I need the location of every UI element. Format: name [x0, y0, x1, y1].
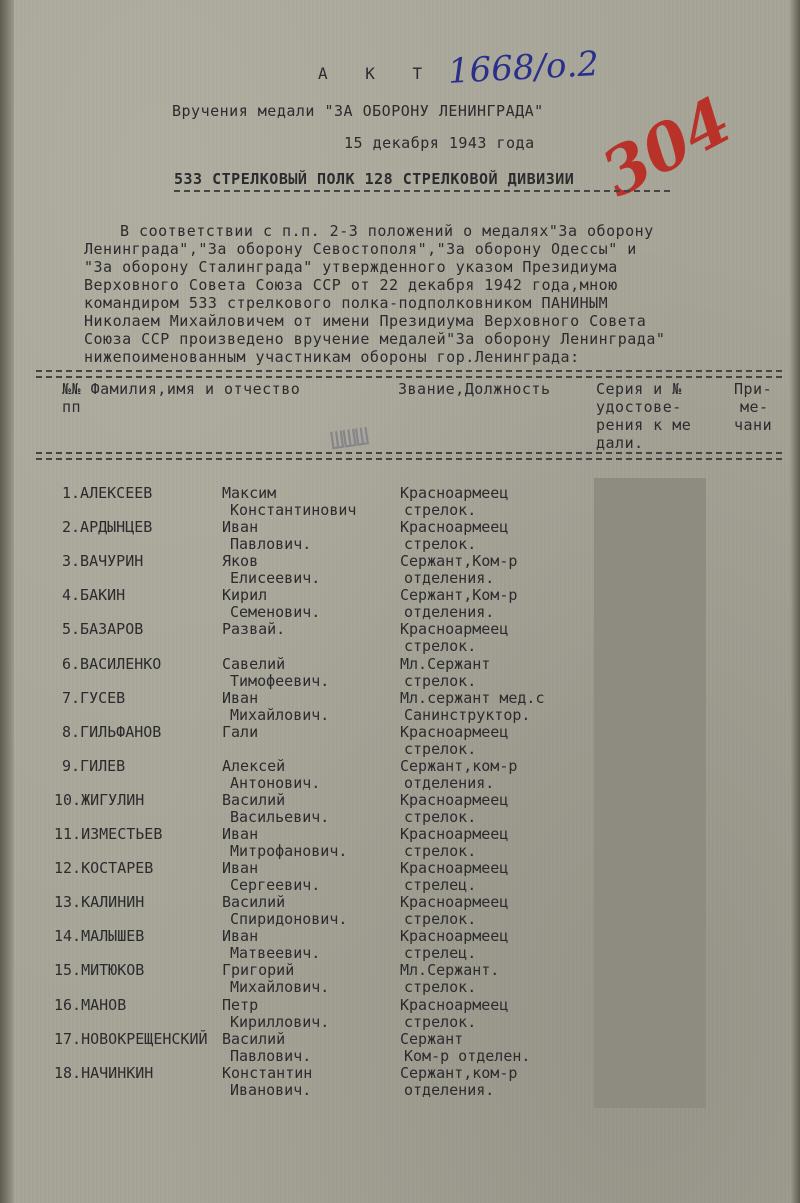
row-number-surname: 10.ЖИГУЛИН — [54, 790, 145, 809]
header-num-name: №№ Фамилия,имя и отчество — [62, 380, 301, 398]
row-patronymic: Иванович. — [230, 1080, 312, 1099]
table-row — [0, 586, 800, 620]
table-row — [0, 961, 800, 995]
table-row — [0, 996, 800, 1030]
table-header-rule-2 — [36, 458, 782, 460]
document-date: 15 декабря 1943 года — [344, 134, 535, 152]
row-rank: Красноармеец — [400, 859, 509, 878]
row-first-name: Иван — [222, 518, 259, 537]
row-patronymic: Павлович. — [230, 535, 312, 554]
document-title: А К Т — [318, 64, 437, 83]
row-first-name: Гали — [222, 722, 259, 741]
intro-line-3: "За оборону Сталинграда" утвержденного указом Президиума — [84, 258, 618, 276]
row-number-surname: 6.ВАСИЛЕНКО — [62, 654, 162, 673]
unit-underline — [174, 190, 670, 192]
row-first-name: Иван — [222, 859, 259, 878]
row-position: стрелок. — [404, 910, 477, 929]
header-series-3: рения к ме — [596, 416, 692, 434]
row-first-name: Развай. — [222, 620, 286, 639]
header-series-4: дали. — [596, 434, 644, 452]
table-row — [0, 927, 800, 961]
row-number-surname: 18.НАЧИНКИН — [54, 1063, 154, 1082]
header-notes-3: чани — [734, 416, 773, 434]
row-position: стрелок. — [404, 1012, 477, 1031]
row-number-surname: 12.КОСТАРЕВ — [54, 859, 154, 878]
row-number-surname: 5.БАЗАРОВ — [62, 620, 144, 639]
row-rank: Сержант,Ком-р — [400, 552, 518, 571]
table-row — [0, 484, 800, 518]
row-number-surname: 16.МАНОВ — [54, 995, 127, 1014]
row-patronymic: Павлович. — [230, 1046, 312, 1065]
row-rank: Красноармеец — [400, 518, 509, 537]
row-patronymic: Тимофеевич. — [230, 671, 330, 690]
row-position: отделения. — [404, 603, 495, 622]
row-first-name: Василий — [222, 790, 286, 809]
row-position: стрелок. — [404, 637, 477, 656]
table-row — [0, 893, 800, 927]
row-patronymic: Антонович. — [230, 773, 321, 792]
intro-line-7: Союза ССР произведено вручение медалей"За оборону Ленинграда" — [84, 330, 666, 348]
table-row — [0, 791, 800, 825]
intro-line-4: Верховного Совета Союза ССР от 22 декабря 1942 года,мною — [84, 276, 618, 294]
row-number-surname: 3.ВАЧУРИН — [62, 552, 144, 571]
row-position: стрелец. — [404, 944, 477, 963]
row-position: стрелок. — [404, 842, 477, 860]
row-patronymic: Михайлович. — [230, 978, 330, 997]
row-number-surname: 15.МИТЮКОВ — [54, 961, 145, 980]
row-rank: Красноармеец — [400, 893, 509, 912]
table-row — [0, 1064, 800, 1098]
intro-line-5: командиром 533 стрелкового полка-подполковником ПАНИНЫМ — [84, 294, 609, 312]
row-first-name: Григорий — [222, 961, 295, 980]
row-position: стрелок. — [404, 501, 477, 519]
row-first-name: Савелий — [222, 654, 286, 673]
row-patronymic: Константинович — [230, 501, 357, 519]
row-rank: Мл.Сержант. — [400, 961, 500, 980]
row-first-name: Максим — [222, 484, 277, 502]
row-rank: Сержант,ком-р — [400, 1063, 518, 1082]
row-rank: Мл.сержант мед.с — [400, 688, 545, 707]
row-rank: Сержант,Ком-р — [400, 586, 518, 605]
row-position: отделения. — [404, 1080, 495, 1099]
row-position: стрелок. — [404, 671, 477, 690]
row-first-name: Петр — [222, 995, 259, 1014]
table-row — [0, 552, 800, 586]
table-row — [0, 825, 800, 859]
row-rank: Красноармеец — [400, 790, 509, 809]
row-patronymic: Елисеевич. — [230, 569, 321, 588]
row-number-surname: 17.НОВОКРЕЩЕНСКИЙ — [54, 1029, 208, 1048]
table-top-rule — [36, 370, 782, 372]
row-position: стрелок. — [404, 535, 477, 554]
header-pp: пп — [62, 398, 82, 416]
row-patronymic: Митрофанович. — [230, 842, 348, 860]
row-position: стрелец. — [404, 876, 477, 895]
row-rank: Сержант,ком-р — [400, 756, 518, 775]
intro-line-2: Ленинграда","За оборону Севостополя","За оборону Одессы" и — [84, 240, 637, 258]
table-row — [0, 757, 800, 791]
archive-number-handwritten: 1668/о.2 — [447, 44, 600, 92]
row-first-name: Иван — [222, 927, 259, 946]
row-patronymic: Матвеевич. — [230, 944, 321, 963]
row-rank: Красноармеец — [400, 722, 509, 741]
row-position: Санинструктор. — [404, 705, 531, 724]
row-number-surname: 14.МАЛЫШЕВ — [54, 927, 145, 946]
row-patronymic: Кириллович. — [230, 1012, 330, 1031]
row-rank: Мл.Сержант — [400, 654, 491, 673]
header-notes-1: При- — [734, 380, 773, 398]
row-patronymic: Михайлович. — [230, 705, 330, 724]
row-number-surname: 1.АЛЕКСЕЕВ — [62, 484, 153, 502]
table-row — [0, 518, 800, 552]
row-position: Ком-р отделен. — [404, 1046, 531, 1065]
row-rank: Красноармеец — [400, 484, 509, 502]
row-number-surname: 11.ИЗМЕСТЬЕВ — [54, 825, 163, 843]
table-row — [0, 655, 800, 689]
row-first-name: Иван — [222, 688, 259, 707]
table-header-rule — [36, 452, 782, 454]
header-rank: Звание,Должность — [398, 380, 551, 398]
row-first-name: Иван — [222, 825, 259, 843]
row-patronymic: Сергеевич. — [230, 876, 321, 895]
row-number-surname: 7.ГУСЕВ — [62, 688, 126, 707]
header-series-2: удостове- — [596, 398, 682, 416]
row-first-name: Яков — [222, 552, 259, 571]
row-first-name: Кирил — [222, 586, 268, 605]
row-rank: Красноармеец — [400, 620, 509, 639]
row-rank: Красноармеец — [400, 995, 509, 1014]
row-rank: Сержант — [400, 1029, 464, 1048]
faint-stamp: ШШШ — [328, 422, 370, 456]
document-subtitle: Вручения медали "ЗА ОБОРОНУ ЛЕНИНГРАДА" — [172, 102, 544, 120]
intro-line-8: нижепоименованным участникам обороны гор.Ленинграда: — [84, 348, 580, 366]
row-first-name: Василий — [222, 893, 286, 912]
intro-line-6: Николаем Михайловичем от имени Президиума Верховного Совета — [84, 312, 647, 330]
row-patronymic: Семенович. — [230, 603, 321, 622]
row-patronymic: Спиридонович. — [230, 910, 348, 929]
table-row — [0, 1030, 800, 1064]
row-position: отделения. — [404, 773, 495, 792]
header-notes-2: ме- — [740, 398, 769, 416]
row-position: стрелок. — [404, 978, 477, 997]
red-handwritten-mark: 304 — [590, 83, 744, 212]
header-series-1: Серия и № — [596, 380, 682, 398]
row-number-surname: 8.ГИЛЬФАНОВ — [62, 722, 162, 741]
table-row — [0, 689, 800, 723]
row-position: отделения. — [404, 569, 495, 588]
table-row — [0, 620, 800, 654]
row-position: стрелок. — [404, 807, 477, 826]
row-number-surname: 2.АРДЫНЦЕВ — [62, 518, 153, 537]
row-rank: Красноармеец — [400, 927, 509, 946]
row-position: стрелок. — [404, 739, 477, 758]
table-row — [0, 723, 800, 757]
table-top-rule-2 — [36, 376, 782, 378]
unit-name: 533 СТРЕЛКОВЫЙ ПОЛК 128 СТРЕЛКОВОЙ ДИВИЗИИ — [174, 170, 575, 188]
intro-line-1: В соответствии с п.п. 2-3 положений о медалях"За оборону — [120, 222, 654, 240]
row-number-surname: 9.ГИЛЕВ — [62, 756, 126, 775]
row-first-name: Алексей — [222, 756, 286, 775]
row-number-surname: 4.БАКИН — [62, 586, 126, 605]
row-number-surname: 13.КАЛИНИН — [54, 893, 145, 912]
row-first-name: Константин — [222, 1063, 313, 1082]
row-first-name: Василий — [222, 1029, 286, 1048]
row-patronymic: Васильевич. — [230, 807, 330, 826]
row-rank: Красноармеец — [400, 825, 509, 843]
table-row — [0, 859, 800, 893]
